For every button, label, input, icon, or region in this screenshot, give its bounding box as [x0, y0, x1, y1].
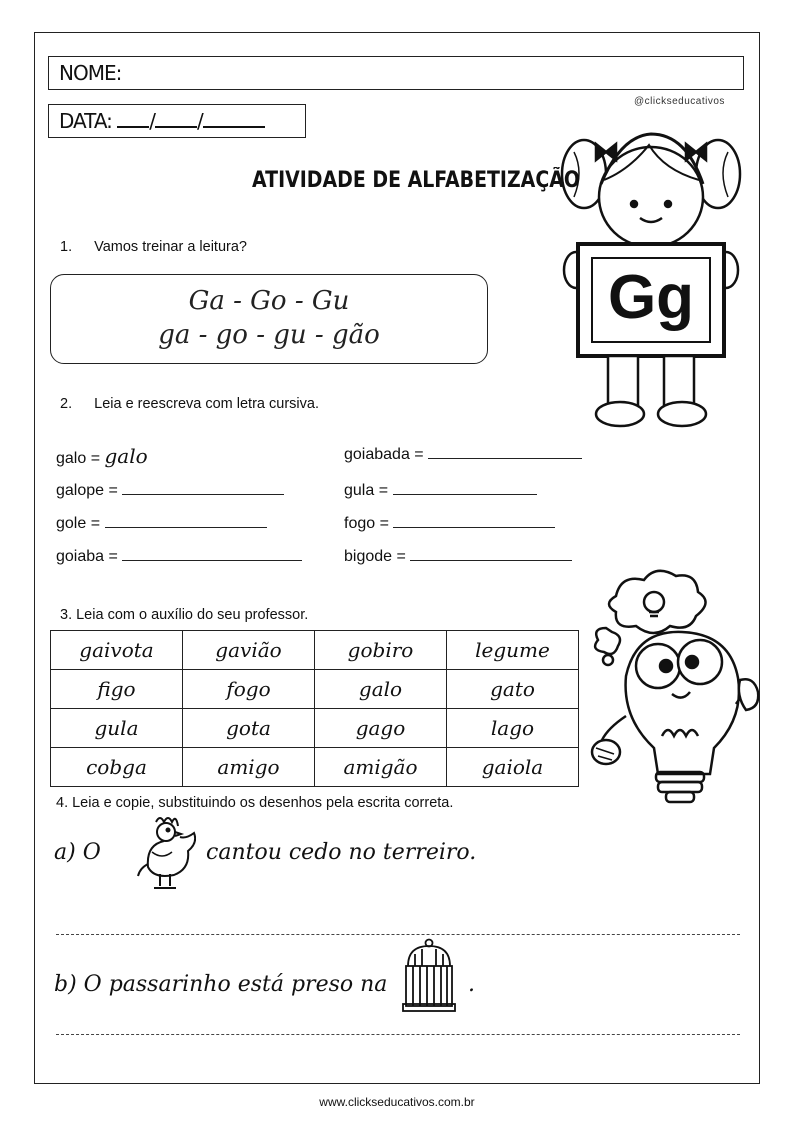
- writing-line[interactable]: [56, 934, 740, 935]
- table-row: [51, 748, 579, 787]
- rewrite-blank[interactable]: [122, 480, 284, 495]
- rewrite-item: [56, 480, 284, 500]
- writing-line[interactable]: [56, 1034, 740, 1035]
- table-cell: gaiola: [447, 748, 579, 787]
- date-day-blank[interactable]: [117, 110, 149, 128]
- question-3-text: 3. Leia com o auxílio do seu professor.: [60, 607, 309, 623]
- rewrite-item: [344, 513, 555, 533]
- table-cell: amigão: [315, 748, 447, 787]
- table-cell: gavião: [183, 631, 315, 670]
- rewrite-word: goiaba =: [56, 548, 118, 565]
- rewrite-item: [344, 480, 537, 500]
- table-cell: gato: [447, 670, 579, 709]
- sentence-b-prefix: b) O passarinho está preso na: [54, 972, 388, 997]
- syllable-box: [50, 274, 488, 364]
- table-cell: fogo: [183, 670, 315, 709]
- rewrite-word: gula =: [344, 482, 389, 499]
- rewrite-item: [56, 513, 267, 533]
- sentence-a-suffix: cantou cedo no terreiro.: [206, 840, 477, 865]
- rewrite-answer: galo: [104, 444, 148, 468]
- rewrite-blank[interactable]: [105, 513, 267, 528]
- table-row: [51, 631, 579, 670]
- table-cell: galo: [315, 670, 447, 709]
- rooster-icon: [134, 812, 196, 894]
- card-letters: Gg: [607, 263, 695, 332]
- table-cell: gula: [51, 709, 183, 748]
- table-cell: figo: [51, 670, 183, 709]
- date-month-blank[interactable]: [155, 110, 197, 128]
- birdcage-icon: [400, 938, 458, 1014]
- rewrite-item: [56, 546, 302, 566]
- table-cell: legume: [447, 631, 579, 670]
- rewrite-blank[interactable]: [428, 444, 582, 459]
- rewrite-item: [344, 444, 582, 464]
- rewrite-word: galo =: [56, 450, 101, 467]
- rewrite-item: [344, 546, 572, 566]
- date-separator: /: [149, 109, 156, 133]
- table-row: [51, 670, 579, 709]
- table-cell: amigo: [183, 748, 315, 787]
- table-row: [51, 709, 579, 748]
- table-cell: gago: [315, 709, 447, 748]
- name-field[interactable]: [48, 56, 744, 90]
- rewrite-word: galope =: [56, 482, 118, 499]
- footer-url: www.clickseducativos.com.br: [319, 1095, 475, 1109]
- syllables-lower: ga - go - gu - gão: [158, 320, 380, 350]
- rewrite-word: gole =: [56, 515, 101, 532]
- date-field[interactable]: [48, 104, 306, 138]
- question-1-text: Vamos treinar a leitura?: [94, 239, 247, 255]
- question-1: [60, 239, 247, 255]
- table-cell: cobga: [51, 748, 183, 787]
- table-cell: gobiro: [315, 631, 447, 670]
- rewrite-blank[interactable]: [410, 546, 572, 561]
- question-4-text: 4. Leia e copie, substituindo os desenhos pela escrita correta.: [56, 795, 454, 811]
- rewrite-blank[interactable]: [122, 546, 302, 561]
- girl-with-letter-card-illustration: [556, 122, 746, 432]
- date-year-blank[interactable]: [203, 110, 265, 128]
- date-separator: /: [197, 109, 203, 133]
- question-2-number: 2.: [60, 396, 73, 412]
- table-cell: gaivota: [51, 631, 183, 670]
- rewrite-word: fogo =: [344, 515, 389, 532]
- syllable-word-table: [50, 630, 579, 787]
- credit-handle: @clickseducativos: [634, 96, 725, 107]
- rewrite-blank[interactable]: [393, 480, 537, 495]
- rewrite-blank[interactable]: [393, 513, 555, 528]
- date-label: DATA:: [59, 109, 112, 133]
- lightbulb-character-illustration: [586, 566, 766, 814]
- table-cell: lago: [447, 709, 579, 748]
- name-label: NOME:: [59, 61, 122, 85]
- sentence-b-suffix: .: [468, 972, 475, 997]
- table-cell: gota: [183, 709, 315, 748]
- rewrite-word: bigode =: [344, 548, 406, 565]
- question-2-text: Leia e reescreva com letra cursiva.: [94, 396, 319, 412]
- question-2: [60, 396, 319, 412]
- rewrite-item: [56, 444, 148, 468]
- syllables-upper: Ga - Go - Gu: [188, 286, 350, 316]
- page-title: ATIVIDADE DE ALFABETIZAÇÃO: [252, 168, 580, 193]
- question-1-number: 1.: [60, 239, 73, 255]
- sentence-a-prefix: a) O: [54, 840, 101, 865]
- rewrite-word: goiabada =: [344, 446, 424, 463]
